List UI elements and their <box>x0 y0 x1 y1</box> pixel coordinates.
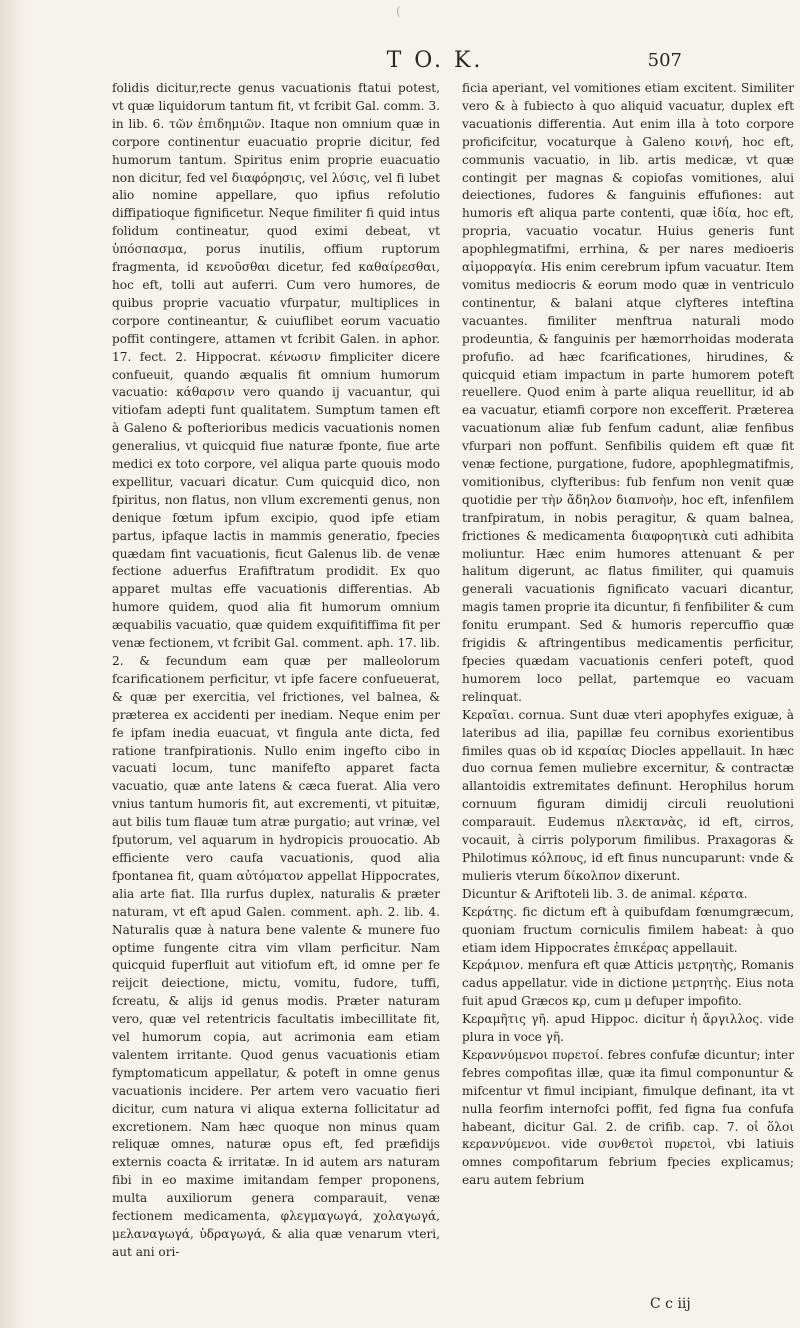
entry-kerannymenoi: Κεραννύμενοι πυρετοί. febres confufæ dicuntur; inter febres compofitas illæ, quæ ita fimul componuntur & mifcentur vt fimul incipiant, fimulque definant, ita vt nulla feorfim internofci poffit, fed figna fua confufa habeant, dicitur Gal. 2. de crifib. cap. 7. οἱ ὅλοι κεραννύμενοι. vide συνθετοὶ πυρετοὶ, vbi latiuis omnes compofitarum febrium fpecies explicamus; earu autem febrium <box>462 1047 794 1188</box>
right-column <box>462 80 794 1190</box>
left-column-paragraph: folidis dicitur,recte genus vacuationis ftatui potest, vt quæ liquidorum tantum fit, vt fcribit Gal. comm. 3. in lib. 6. τῶν ἐπιδημιῶν. Itaque non omnium quæ in corpore continentur euacuatio proprie dicitur, fed humorum tantum. Spiritus enim proprie euacuatio non dicitur, fed vel διαφόρησις, vel λύσις, vel fi lubet alio nomine appellare, quo ipfius refolutio diffipatioque fignificetur. Neque fimiliter fi quid intus folidum contineatur, quod eximi debeat, vt ὑπόσπασμα, porus inutilis, offium ruptorum fragmenta, id κενοῦσθαι dicetur, fed καθαίρεσθαι, hoc eft, tolli aut auferri. Cum vero humores, de quibus proprie vacuatio vfurpatur, multiplices in corpore contineantur, & cuiuflibet eorum vacuatio poffit contingere, attamen vt fcribit Galen. in aphor. 17. fect. 2. Hippocrat. κένωσιν fimpliciter dicere confueuit, quando æqualis fit omnium humorum vacuatio: κάθαρσιν vero quando ij vacuantur, qui vitiofam adepti funt qualitatem. Sumptum tamen eft à Galeno & pofterioribus medicis vacuationis nomen generalius, vt quicquid fiue naturæ fponte, fiue arte medici ex toto corpore, vel aliqua parte quouis modo expellitur, vacuari dicatur. Cum quicquid dico, non fpiritus, non flatus, non vllum excrementi genus, non denique fœtum ipfum excipio, quod ipfe etiam partus, ipfaque lactis in mammis generatio, fpecies quædam fint vacuationis, ficut Galenus lib. de venæ fectione aduerfus Erafiftratum prodidit. Ex quo apparet multas effe vacuationis differentias. Ab humore quidem, quod alia fit humorum omnium æquabilis vacuatio, quæ quidem exquifitiffima fit per venæ fectionem, vt fcribit Gal. comment. aph. 17. lib. 2. & fecundum eam quæ per malleolorum fcarificationem perficitur, vt ipfe facere confueuerat, & quæ per exercitia, vel frictiones, vel balnea, & præterea ex accidenti per inediam. Neque enim per fe ipfam inedia euacuat, vt fingula ante dicta, fed ratione tranfpirationis. Nullo enim ingefto cibo in vacuati locum, tunc manifefto apparet facta vacuatio, quæ ante latens & cæca fuerat. Alia vero vnius tantum humoris fit, aut excrementi, vt pituitæ, aut bilis tum flauæ tum atræ purgatio; aut vrinæ, vel fputorum, vel aquarum in hydropicis prouocatio. Ab efficiente vero caufa vacuationis, quod alia fpontanea fit, quam αὐτόματον appellat Hippocrates, alia arte fiat. Illa rurfus duplex, naturalis & præter naturam, vt eft apud Galen. comment. aph. 2. lib. 4. Naturalis quæ à natura bene valente & munere fuo optime fungente citra vim vllam perficitur. Nam quicquid fuperfluit aut vitiofum eft, id omne per fe reijcit deiectione, mictu, vomitu, fudore, tuffi, fcreatu, & alijs id genus modis. Præter naturam vero, quæ vel retentricis facultatis imbecillitate fit, vel humorum copia, aut acrimonia eam etiam valentem irritante. Quod genus vacuationis etiam fymptomaticum appellatur, & poteft in omne genus vacuationis incidere. Per artem vero vacuatio fieri dicitur, cum natura vi aliqua externa follicitatur ad excretionem. Nam hæc quoque non minus quam reliquæ omnes, naturæ opus eft, fed præfidijs externis coacta & irritatæ. In id autem ars naturam fibi in eo maxime imitandam femper proponens, multa auxiliorum genera comparauit, venæ fectionem medicamenta, φλεγμαγωγά, χολαγωγά, μελαναγωγά, ὑδραγωγά, & alia quæ venarum vteri, aut ani ori- <box>112 81 440 1259</box>
entry-keramion: Κεράμιον. menfura eft quæ Atticis μετρητὴς, Romanis cadus appellatur. vide in dictione μετρητὴς. Eius nota fuit apud Græcos κρ, cum μ defuper impofito. <box>462 958 794 1009</box>
page-number: 507 <box>647 50 682 71</box>
entry-keramitis: Κεραμῆτις γῆ. apud Hippoc. dicitur ἡ ἄργιλλος. vide plura in voce γῆ. <box>462 1012 794 1045</box>
top-edge-mark: ( <box>396 4 401 18</box>
left-column <box>112 80 440 1262</box>
running-head: T O. K. <box>386 48 484 73</box>
entry-keraiai: Κεραῖαι. cornua. Sunt duæ vteri apophyfes exiguæ, à lateribus ad ilia, papillæ feu cornibus exorientibus fimiles quas ob id κεραίας Diocles appellauit. In hæc duo cornua femen muliebre excernitur, & contractæ allantoidis extremitates definunt. Herophilus horum cornuum figuram dimidij circuli reuolutioni comparauit. Eudemus πλεκτανὰς, id eft, cirros, vocauit, à cirris polyporum fimilibus. Praxagoras & Philotimus κόλπους, id eft finus nuncuparunt: vnde & mulieris vterum δίκολπον dixerunt. <box>462 707 794 883</box>
page-header <box>0 48 800 78</box>
entry-keraiai-note: Dicuntur & Ariftoteli lib. 3. de animal. κέρατα. <box>462 886 748 901</box>
signature-mark: C c iij <box>650 1296 691 1312</box>
page-gutter-shadow <box>0 0 26 1328</box>
entry-keratis: Κεράτης. fic dictum eft à quibufdam fœnumgræcum, quoniam fructum corniculis fimilem habeat: à quo etiam idem Hippocrates ἐπικέρας appellauit. <box>462 904 794 955</box>
right-column-paragraph: ficia aperiant, vel vomitiones etiam excitent. Similiter vero & à fubiecto à quo aliquid vacuatur, duplex eft vacuationis differentia. Aut enim illa à toto corpore proficifcitur, vocaturque à Galeno κοινή, hoc eft, communis vacuatio, in lib. artis medicæ, vt quæ contingit per magnas & copiofas vomitiones, alui deiectiones, fudores & fanguinis effufiones: aut humoris eft aliqua parte contenti, quæ ἰδία, hoc eft, propria, vacuatio vocatur. Huius generis funt apophlegmatifmi, errhina, & per nares medioeris αἱμορραγία. His enim cerebrum ipfum vacuatur. Item vomitus mediocris & eorum modo quæ in ventriculo continentur, & balani atque clyfteres inteftina vacuantes. fimiliter menftrua naturali modo prodeuntia, & fanguinis per hæmorrhoidas moderata profufio. ad hæc fcarificationes, hirudines, & quicquid etiam impactum in parte humorem poteft reuellere. Quod enim à parte aliqua reuellitur, id ab ea vacuatur, etiamfi corpore non excefferit. Præterea vacuationum aliæ fub fenfum cadunt, aliæ fenfibus vfurpari non poffunt. Senfibilis quidem eft quæ fit venæ fectione, purgatione, fudore, apophlegmatifmis, vomitionibus, clyfteribus: fub fenfum non venit quæ quotidie per τὴν ἄδηλον διαπνοὴν, hoc eft, infenfilem tranfpiratum, in nobis peragitur, & quam balnea, frictiones & medicamenta διαφορητικὰ cuti adhibita moliuntur. Hæc enim humores attenuant & per halitum digerunt, ac flatus fimiliter, qui quamuis generali vacuationis fignificato vacuari dicantur, magis tamen proprie ita dicuntur, fi fenfibiliter & cum fonitu erumpant. Sed & humoris repercuffio quæ frigidis & aftringentibus medicamentis perficitur, fpecies quædam vacuationis cenferi poteft, quod humorem loco pellat, partemque eo vacuam relinquat. <box>462 81 794 704</box>
